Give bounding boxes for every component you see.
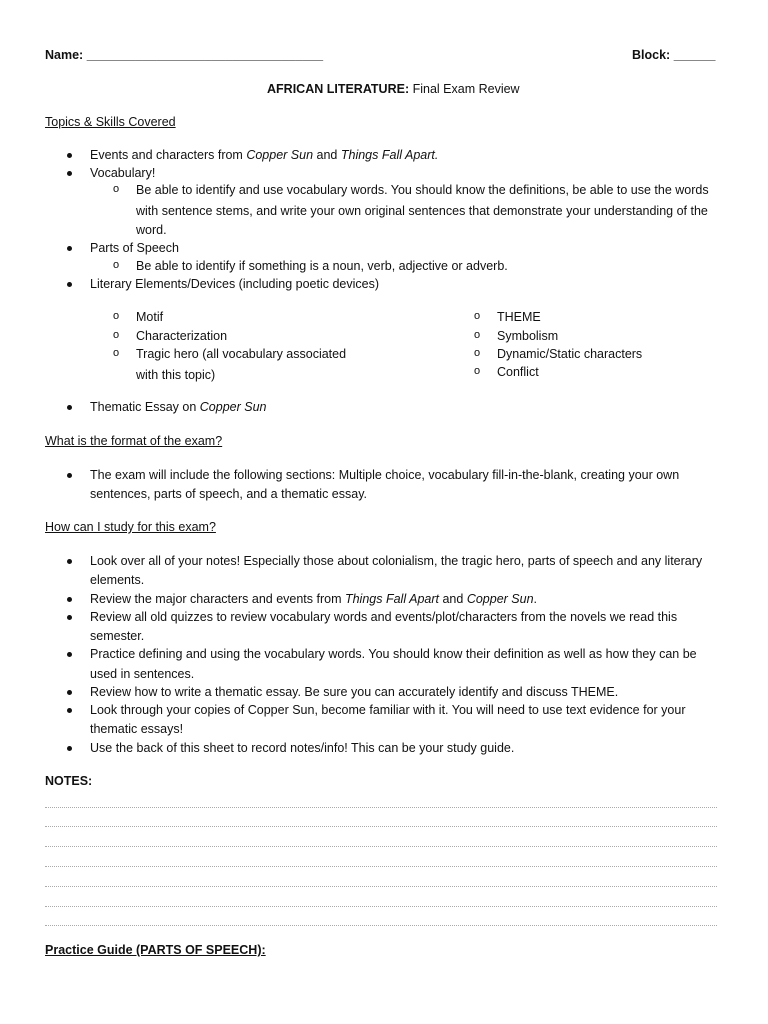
bullet-icon bbox=[67, 282, 72, 287]
study-item-line: Look over all of your notes! Especially those about colonialism, the tragic hero, parts of speech and any literary bbox=[90, 554, 703, 568]
bullet-icon bbox=[67, 246, 72, 251]
element-item: Dynamic/Static characters bbox=[497, 347, 643, 361]
notes-line bbox=[45, 886, 717, 887]
format-item-line: The exam will include the following sections: Multiple choice, vocabulary fill-in-the-blank, creating your own bbox=[90, 468, 680, 482]
topic-item-events bbox=[90, 148, 438, 162]
study-item-line: elements. bbox=[90, 573, 145, 587]
study-item-line: semester. bbox=[90, 629, 145, 643]
circle-bullet-icon: o bbox=[113, 329, 120, 341]
title-bold: AFRICAN LITERATURE: bbox=[267, 82, 410, 96]
text-run: and bbox=[439, 592, 467, 606]
block-label: Block: bbox=[632, 48, 671, 62]
text-run: Review the major characters and events from bbox=[90, 592, 345, 606]
study-heading: How can I study for this exam? bbox=[45, 520, 216, 534]
text-run: Copper Sun bbox=[466, 592, 534, 606]
title-rest: Final Exam Review bbox=[409, 82, 520, 96]
element-item: Characterization bbox=[136, 329, 228, 343]
bullet-icon bbox=[67, 652, 72, 657]
circle-bullet-icon: o bbox=[113, 310, 120, 322]
name-blank: __________________________________ bbox=[86, 48, 324, 62]
element-item: with this topic) bbox=[136, 368, 216, 382]
bullet-icon bbox=[67, 690, 72, 695]
name-field bbox=[45, 48, 323, 62]
study-item-line: Review all old quizzes to review vocabulary words and events/plot/characters from the novels we read this bbox=[90, 610, 678, 624]
element-item: Symbolism bbox=[497, 329, 559, 343]
study-item-line: Look through your copies of Copper Sun, become familiar with it. You will need to use text evidence for your bbox=[90, 703, 686, 717]
circle-bullet-icon: o bbox=[474, 365, 481, 377]
study-item-line: used in sentences. bbox=[90, 667, 195, 681]
format-heading: What is the format of the exam? bbox=[45, 434, 223, 448]
element-item: Motif bbox=[136, 310, 164, 324]
circle-bullet-icon: o bbox=[113, 347, 120, 359]
notes-line bbox=[45, 906, 717, 907]
topic-item-vocabulary: Vocabulary! bbox=[90, 166, 156, 180]
sub-item-line: Be able to identify if something is a noun, verb, adjective or adverb. bbox=[136, 259, 508, 273]
bullet-icon bbox=[67, 615, 72, 620]
element-item: Conflict bbox=[497, 365, 539, 379]
block-blank: ______ bbox=[673, 48, 716, 62]
notes-label: NOTES: bbox=[45, 774, 93, 788]
circle-bullet-icon: o bbox=[113, 259, 120, 271]
circle-bullet-icon: o bbox=[113, 183, 120, 195]
study-item-line: Practice defining and using the vocabulary words. You should know their definition as well as how they can be bbox=[90, 647, 697, 661]
practice-heading: Practice Guide (PARTS OF SPEECH): bbox=[45, 943, 266, 957]
bullet-icon bbox=[67, 597, 72, 602]
text-run: Copper Sun bbox=[246, 148, 314, 162]
bullet-icon bbox=[67, 473, 72, 478]
bullet-icon bbox=[67, 708, 72, 713]
study-item-review-characters bbox=[90, 592, 537, 606]
study-item-line: Use the back of this sheet to record notes/info! This can be your study guide. bbox=[90, 741, 515, 755]
circle-bullet-icon: o bbox=[474, 347, 481, 359]
sub-item-line: with sentence stems, and write your own original sentences that demonstrate your understanding of the bbox=[136, 204, 708, 218]
notes-line bbox=[45, 807, 717, 808]
topic-item-literary: Literary Elements/Devices (including poetic devices) bbox=[90, 277, 380, 291]
bullet-icon bbox=[67, 171, 72, 176]
block-field bbox=[632, 48, 715, 62]
sub-item-line: word. bbox=[136, 223, 167, 237]
element-item: THEME bbox=[497, 310, 541, 324]
notes-line bbox=[45, 846, 717, 847]
topic-item-essay bbox=[90, 400, 266, 414]
circle-bullet-icon: o bbox=[474, 310, 481, 322]
text-run: Copper Sun bbox=[199, 400, 267, 414]
study-item-line: thematic essays! bbox=[90, 722, 184, 736]
text-run: Events and characters from bbox=[90, 148, 247, 162]
element-item: Tragic hero (all vocabulary associated bbox=[136, 347, 347, 361]
name-label: Name: bbox=[45, 48, 84, 62]
text-run: . bbox=[533, 592, 538, 606]
page-title bbox=[267, 82, 520, 96]
notes-line bbox=[45, 826, 717, 827]
topic-item-parts-of-speech: Parts of Speech bbox=[90, 241, 179, 255]
text-run: Things Fall Apart. bbox=[340, 148, 439, 162]
text-run: and bbox=[313, 148, 341, 162]
format-item-line: sentences, parts of speech, and a thematic essay. bbox=[90, 487, 368, 501]
study-item-line: Review how to write a thematic essay. Be sure you can accurately identify and discuss THEME. bbox=[90, 685, 619, 699]
bullet-icon bbox=[67, 153, 72, 158]
circle-bullet-icon: o bbox=[474, 329, 481, 341]
text-run: Thematic Essay on bbox=[90, 400, 200, 414]
bullet-icon bbox=[67, 746, 72, 751]
notes-line bbox=[45, 925, 717, 926]
text-run: Things Fall Apart bbox=[344, 592, 439, 606]
notes-line bbox=[45, 866, 717, 867]
sub-item-line: Be able to identify and use vocabulary words. You should know the definitions, be able to use the words bbox=[136, 183, 709, 197]
bullet-icon bbox=[67, 559, 72, 564]
bullet-icon bbox=[67, 405, 72, 410]
topics-heading: Topics & Skills Covered bbox=[45, 115, 176, 129]
